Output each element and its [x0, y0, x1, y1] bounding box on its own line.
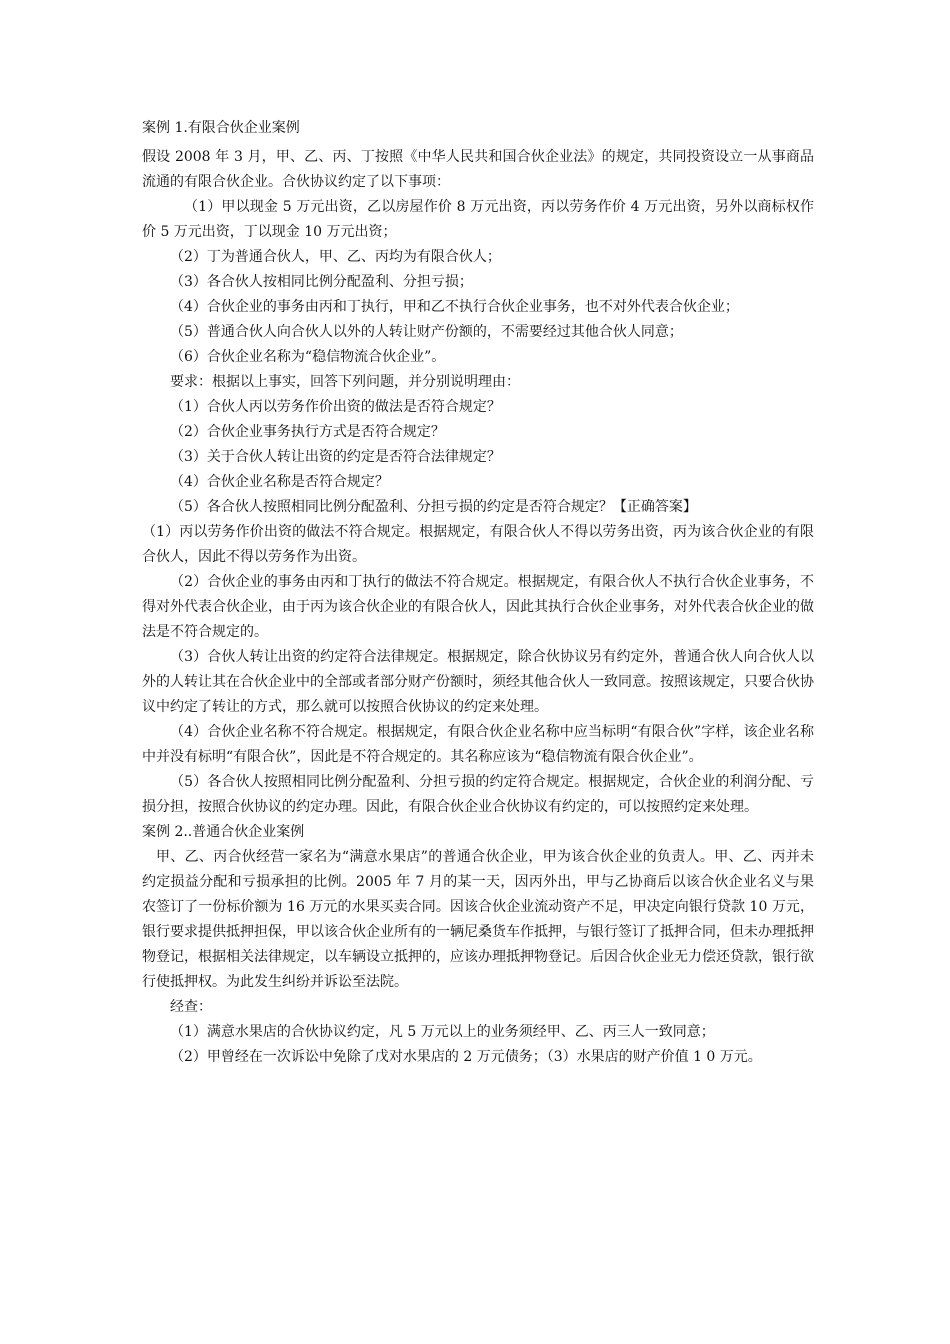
case1-question-4: （4）合伙企业名称是否符合规定？: [170, 474, 389, 490]
case1-answer-4: （4）合伙企业名称不符合规定。根据规定，有限合伙企业名称中应当标明“有限合伙”字样，该企业名称中并没有标明“有限合伙”，因此是不符合规定的。其名称应该为“稳信物流有限合伙企业”。: [142, 724, 814, 765]
case1-term-4: （4）合伙企业的事务由丙和丁执行，甲和乙不执行合伙企业事务，也不对外代表合伙企业；: [170, 299, 739, 315]
case2-finding-label: 经查：: [170, 999, 212, 1015]
case1-question-3: （3）关于合伙人转让出资的约定是否符合法律规定？: [170, 449, 501, 465]
case2-intro: 甲、乙、丙合伙经营一家名为“满意水果店”的普通合伙企业，甲为该合伙企业的负责人。甲、乙、丙并未约定损益分配和亏损承担的比例。2005 年 7 月的某一天，因丙外出，甲与乙协商后以该合伙企业名义与果农签订了一份标价额为 16 万元的水果买卖合同。因该合伙企业流动资产不足，甲决定向银行贷款 10 万元，银行要求提供抵押担保，甲以该合伙企业所有的一辆尼桑货车作抵押，与银行签订了抵押合同，但未办理抵押物登记，根据相关法律规定，以车辆设立抵押的，应该办理抵押物登记。后因合伙企业无力偿还贷款，银行欲行使抵押权。为此发生纠纷并诉讼至法院。: [142, 849, 814, 990]
case1-term-2: （2）丁为普通合伙人，甲、乙、丙均为有限合伙人；: [170, 249, 501, 265]
case1-term-6: （6）合伙企业名称为“稳信物流合伙企业”。: [170, 349, 446, 365]
case1-term-5: （5）普通合伙人向合伙人以外的人转让财产份额的，不需要经过其他合伙人同意；: [170, 324, 683, 340]
document-body: [142, 116, 814, 1070]
case1-term-1: （1）甲以现金 5 万元出资，乙以房屋作价 8 万元出资，丙以劳务作价 4 万元出资，另外以商标权作价 5 万元出资，丁以现金 10 万元出资；: [142, 199, 814, 240]
case2-title: 案例 2..普通合伙企业案例: [142, 824, 305, 840]
case1-answer-2: （2）合伙企业的事务由丙和丁执行的做法不符合规定。根据规定，有限合伙人不执行合伙企业事务，不得对外代表合伙企业，由于丙为该合伙企业的有限合伙人，因此其执行合伙企业事务，对外代表合伙企业的做法是不符合规定的。: [142, 574, 814, 640]
case1-question-2: （2）合伙企业事务执行方式是否符合规定？: [170, 424, 445, 440]
case1-term-3: （3）各合伙人按相同比例分配盈利、分担亏损；: [170, 274, 473, 290]
case1-question-5: （5）各合伙人按照相同比例分配盈利、分担亏损的约定是否符合规定？【正确答案】: [170, 499, 697, 515]
case1-intro: 假设 2008 年 3 月，甲、乙、丙、丁按照《中华人民共和国合伙企业法》的规定，共同投资设立一从事商品流通的有限合伙企业。合伙协议约定了以下事项：: [142, 149, 814, 190]
case1-answer-1: （1）丙以劳务作价出资的做法不符合规定。根据规定，有限合伙人不得以劳务出资，丙为该合伙企业的有限合伙人，因此不得以劳务作为出资。: [142, 524, 814, 565]
case2-finding-1: （1）满意水果店的合伙协议约定，凡 5 万元以上的业务须经甲、乙、丙三人一致同意；: [170, 1024, 715, 1040]
case1-title: 案例 1.有限合伙企业案例: [142, 120, 300, 136]
case2-finding-2: （2）甲曾经在一次诉讼中免除了戊对水果店的 2 万元债务；（3）水果店的财产价值 1 0 万元。: [170, 1049, 762, 1065]
case1-question-1: （1）合伙人丙以劳务作价出资的做法是否符合规定？: [170, 399, 501, 415]
case1-answer-3: （3）合伙人转让出资的约定符合法律规定。根据规定，除合伙协议另有约定外，普通合伙人向合伙人以外的人转让其在合伙企业中的全部或者部分财产份额时，须经其他合伙人一致同意。按照该规定，只要合伙协议中约定了转让的方式，那么就可以按照合伙协议的约定来处理。: [142, 649, 814, 715]
case1-requirement: 要求：根据以上事实，回答下列问题，并分别说明理由：: [170, 374, 520, 390]
case1-answer-5: （5）各合伙人按照相同比例分配盈利、分担亏损的约定符合规定。根据规定，合伙企业的利润分配、亏损分担，按照合伙协议的约定办理。因此，有限合伙企业合伙协议有约定的，可以按照约定来处理。: [142, 774, 814, 815]
